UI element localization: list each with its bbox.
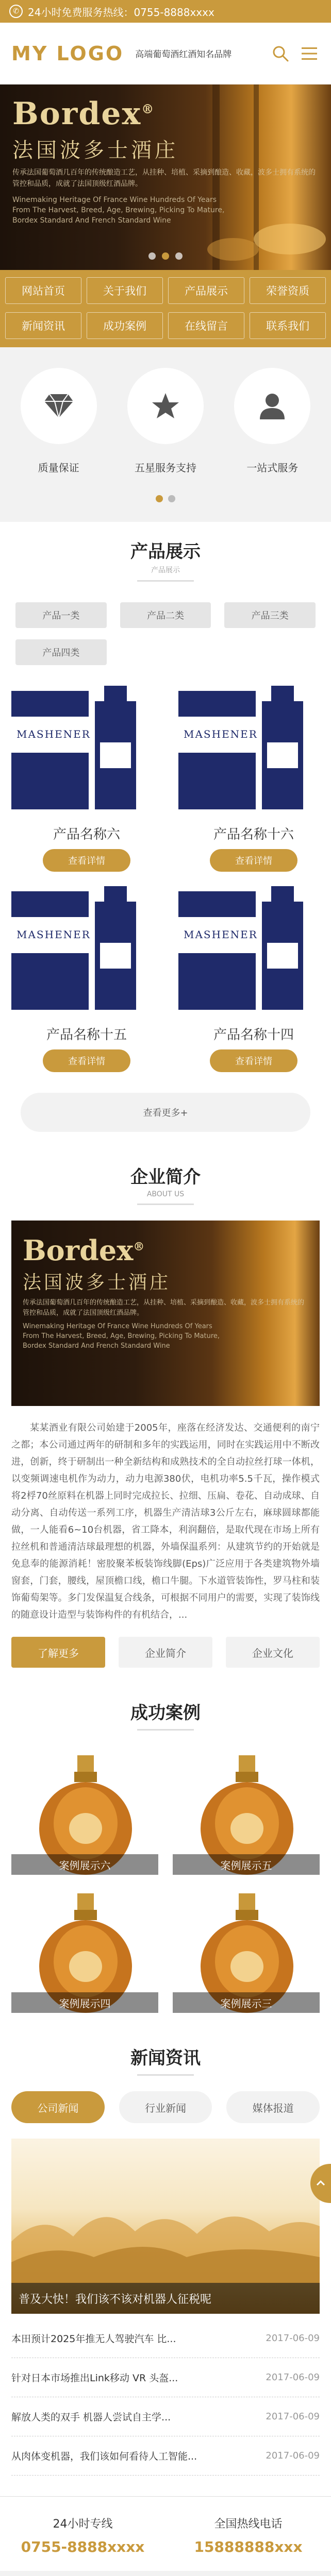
view-details-button[interactable]: 查看详情 bbox=[210, 849, 297, 872]
case-card[interactable] bbox=[173, 1751, 320, 1875]
banner-dot[interactable] bbox=[175, 252, 183, 260]
case-caption: 案例展示三 bbox=[173, 1992, 320, 2013]
national-hotline[interactable] bbox=[166, 2515, 331, 2555]
product-name[interactable]: 产品名称十四 bbox=[213, 1027, 294, 1043]
news-item-date: 2017-06-09 bbox=[266, 2450, 320, 2461]
case-grid bbox=[0, 1731, 331, 2013]
bottle-brand: MASHENER bbox=[16, 728, 91, 740]
news-title: 新闻资讯 bbox=[130, 2048, 201, 2069]
category-4[interactable]: 产品四类 bbox=[15, 639, 107, 665]
product-card[interactable] bbox=[11, 686, 162, 872]
bottle-brand: MASHENER bbox=[184, 928, 258, 941]
feature-dot-active[interactable] bbox=[156, 495, 163, 502]
about-image-cn: 传承法国葡萄酒几百年的传统酿造工艺，从挂种、培植、采摘到酿造、收藏，波多士拥有系统的管控和品质，成就了法国顶级红酒品牌。 bbox=[23, 1299, 305, 1317]
category-1[interactable]: 产品一类 bbox=[15, 602, 107, 628]
about-body-text: 某某酒业有限公司始建于2005年，座落在经济发达、交通便利的南宁之都；本公司通过两年的研制和多年的实践运用，同时在实践运用中不断改进，创新，终于研制出一种全新结构和成熟技术的全自动拉丝打球一体机，以变频调速电机作为动力，动力电源380伏，电机功率5.5千瓦，操作模式将2桴70丝原料在机器上同时完成拉长、拉细、压扁、卷花、自动成球、自动分离、自动传送一系列工序，机器生产清洁球3公斤左右，麻球圆球都能做，一人能看6~10台机器，省工降本，利润翻倍，是取代现在市场上所有拉丝机和普通清洁球最理想的机器，外墙保温系列：从建筑节约的开始就是免息奉的能源消耗！密胶聚苯板装饰线脚(Eps)广泛应用于各类建筑物外墙窗套，门套，腰线，屋顶檐口线，檐口牛腿。下水道管装饰性，罗马柱和装饰葡萄架等。多门发保温复合线条，可根据不同用户的需要，实现了装饰线的随意设计造型与装饰构件的有机结合，... bbox=[11, 1422, 320, 1620]
main-nav-grid bbox=[0, 270, 331, 347]
banner-brand-title: Bordex® bbox=[12, 96, 155, 132]
contact-value[interactable]: 0755-8888xxxx bbox=[21, 2538, 145, 2555]
nav-contact[interactable]: 联系我们 bbox=[250, 312, 326, 339]
menu-icon[interactable] bbox=[299, 43, 320, 64]
feature-pagination bbox=[0, 485, 331, 522]
news-item-date: 2017-06-09 bbox=[266, 2333, 320, 2344]
product-categories bbox=[0, 582, 331, 670]
case-card[interactable] bbox=[11, 1889, 158, 2013]
nav-honors[interactable]: 荣誉资质 bbox=[250, 277, 326, 304]
news-section bbox=[0, 2013, 331, 2476]
feature-carousel bbox=[0, 347, 331, 485]
tab-media-reports[interactable]: 媒体报道 bbox=[226, 2091, 320, 2123]
feature-service[interactable] bbox=[127, 368, 204, 474]
case-caption: 案例展示六 bbox=[11, 1854, 158, 1875]
news-item-title[interactable]: 从肉体变机器，我们该如何看待人工智能... bbox=[11, 2451, 197, 2462]
banner-dot[interactable] bbox=[148, 252, 156, 260]
nav-products[interactable]: 产品展示 bbox=[168, 277, 244, 304]
news-item-title[interactable]: 本田预计2025年推无人驾驶汽车 比... bbox=[11, 2333, 176, 2345]
feature-onestop[interactable] bbox=[234, 368, 310, 474]
product-image[interactable] bbox=[178, 886, 329, 1010]
view-details-button[interactable]: 查看详情 bbox=[43, 849, 130, 872]
banner-description-en: Winemaking Heritage Of France Wine Hundreds Of Years From The Harvest, Breed, Age, Brewing, Picking To Mature, Bordex Standard And French Standard Wine bbox=[12, 196, 225, 225]
cases-title: 成功案例 bbox=[130, 1703, 201, 1723]
nav-cases[interactable]: 成功案例 bbox=[87, 312, 163, 339]
product-name[interactable]: 产品名称六 bbox=[53, 827, 120, 842]
products-section bbox=[0, 522, 331, 1132]
about-subtitle: ABOUT US bbox=[146, 1190, 185, 1198]
category-2[interactable]: 产品二类 bbox=[120, 602, 211, 628]
news-list bbox=[0, 2314, 331, 2476]
case-caption: 案例展示四 bbox=[11, 1992, 158, 2013]
section-divider bbox=[137, 1204, 194, 1205]
user-icon bbox=[234, 368, 310, 444]
category-3[interactable]: 产品三类 bbox=[224, 602, 316, 628]
site-header bbox=[0, 23, 331, 84]
product-card[interactable] bbox=[178, 686, 329, 872]
view-details-button[interactable]: 查看详情 bbox=[43, 1049, 130, 1072]
product-image[interactable] bbox=[11, 686, 162, 809]
view-details-button[interactable]: 查看详情 bbox=[210, 1049, 297, 1072]
learn-more-button[interactable]: 了解更多 bbox=[11, 1637, 105, 1668]
diamond-icon bbox=[21, 368, 97, 444]
feature-label: 五星服务支持 bbox=[134, 462, 196, 474]
news-item-title[interactable]: 针对日本市场推出Link移动 VR 头盔... bbox=[11, 2372, 178, 2384]
nav-message[interactable]: 在线留言 bbox=[168, 312, 244, 339]
products-title: 产品展示 bbox=[130, 541, 201, 562]
about-section bbox=[0, 1132, 331, 1668]
contact-label: 全国热线电话 bbox=[214, 2518, 283, 2531]
view-more-button[interactable]: 查看更多+ bbox=[21, 1093, 310, 1132]
feature-label: 一站式服务 bbox=[246, 462, 299, 474]
header-slogan: 高端葡萄酒红酒知名品牌 bbox=[135, 49, 232, 60]
news-item[interactable] bbox=[11, 2319, 320, 2358]
about-image-en: Winemaking Heritage Of France Wine Hundreds Of Years From The Harvest, Breed, Age, Brewing, Picking To Mature, Bordex Standard And French Standard Wine bbox=[23, 1323, 220, 1350]
tab-company-culture[interactable]: 企业文化 bbox=[226, 1637, 320, 1668]
bottle-brand: MASHENER bbox=[16, 928, 91, 941]
news-item[interactable] bbox=[11, 2436, 320, 2476]
feature-label: 质量保证 bbox=[38, 462, 79, 474]
about-tabs bbox=[0, 1623, 331, 1668]
star-icon bbox=[127, 368, 204, 444]
cases-section bbox=[0, 1668, 331, 2013]
products-subtitle: 产品展示 bbox=[151, 566, 180, 574]
contact-label: 24小时专线 bbox=[53, 2518, 113, 2531]
case-card[interactable] bbox=[11, 1751, 158, 1875]
case-caption: 案例展示五 bbox=[173, 1854, 320, 1875]
news-item-date: 2017-06-09 bbox=[266, 2372, 320, 2383]
feature-dot[interactable] bbox=[168, 495, 175, 502]
about-image bbox=[11, 1221, 320, 1406]
banner-subtitle: 法国波多士酒庄 bbox=[12, 139, 178, 162]
news-featured-image[interactable] bbox=[11, 2139, 320, 2314]
search-icon[interactable] bbox=[270, 43, 291, 64]
hotline-text: 24小时免费服务热线：0755-8888xxxx bbox=[28, 6, 214, 19]
product-image[interactable] bbox=[11, 886, 162, 1010]
site-footer bbox=[0, 2571, 331, 2576]
nav-about[interactable]: 关于我们 bbox=[87, 277, 163, 304]
top-hotline-bar bbox=[0, 0, 331, 23]
site-logo[interactable]: MY LOGO bbox=[11, 42, 124, 65]
news-item-title[interactable]: 解放人类的双手 机器人尝试自主学... bbox=[11, 2412, 171, 2423]
product-card[interactable] bbox=[11, 886, 162, 1072]
tab-company-intro[interactable]: 企业简介 bbox=[119, 1637, 212, 1668]
case-card[interactable] bbox=[173, 1889, 320, 2013]
news-item-date: 2017-06-09 bbox=[266, 2411, 320, 2422]
news-tabs bbox=[0, 2076, 331, 2123]
about-brand-title: Bordex® bbox=[23, 1234, 145, 1267]
tab-industry-news[interactable]: 行业新闻 bbox=[119, 2091, 212, 2123]
news-featured-caption: 普及大快！我们该不该对机器人征税呢 bbox=[11, 2283, 320, 2314]
chevron-up-icon bbox=[316, 2178, 326, 2189]
banner-pagination bbox=[0, 252, 331, 260]
contact-strip bbox=[0, 2496, 331, 2571]
news-item[interactable] bbox=[11, 2397, 320, 2436]
contact-value[interactable]: 15888888xxx bbox=[194, 2538, 303, 2555]
phone-icon: ✆ bbox=[9, 5, 23, 18]
hotline-24h[interactable] bbox=[0, 2515, 166, 2555]
product-grid bbox=[0, 670, 331, 1072]
bottle-brand: MASHENER bbox=[184, 728, 258, 740]
nav-home[interactable]: 网站首页 bbox=[5, 277, 81, 304]
product-name[interactable]: 产品名称十五 bbox=[46, 1027, 127, 1043]
product-name[interactable]: 产品名称十六 bbox=[213, 827, 294, 842]
banner-dot-active[interactable] bbox=[162, 252, 169, 260]
banner-description-cn: 传承法国葡萄酒几百年的传统酿造工艺，从挂种、培植、采摘到酿造、收藏，波多士拥有系统的管控和品质，成就了法国顶级红酒品牌。 bbox=[12, 168, 316, 188]
tab-company-news[interactable]: 公司新闻 bbox=[11, 2091, 105, 2123]
feature-quality[interactable] bbox=[21, 368, 97, 474]
news-item[interactable] bbox=[11, 2358, 320, 2397]
product-image[interactable] bbox=[178, 686, 329, 809]
product-card[interactable] bbox=[178, 886, 329, 1072]
about-title: 企业简介 bbox=[130, 1167, 201, 1188]
about-brand-subtitle: 法国波多士酒庄 bbox=[23, 1272, 171, 1293]
nav-news[interactable]: 新闻资讯 bbox=[5, 312, 81, 339]
hero-banner[interactable] bbox=[0, 84, 331, 270]
